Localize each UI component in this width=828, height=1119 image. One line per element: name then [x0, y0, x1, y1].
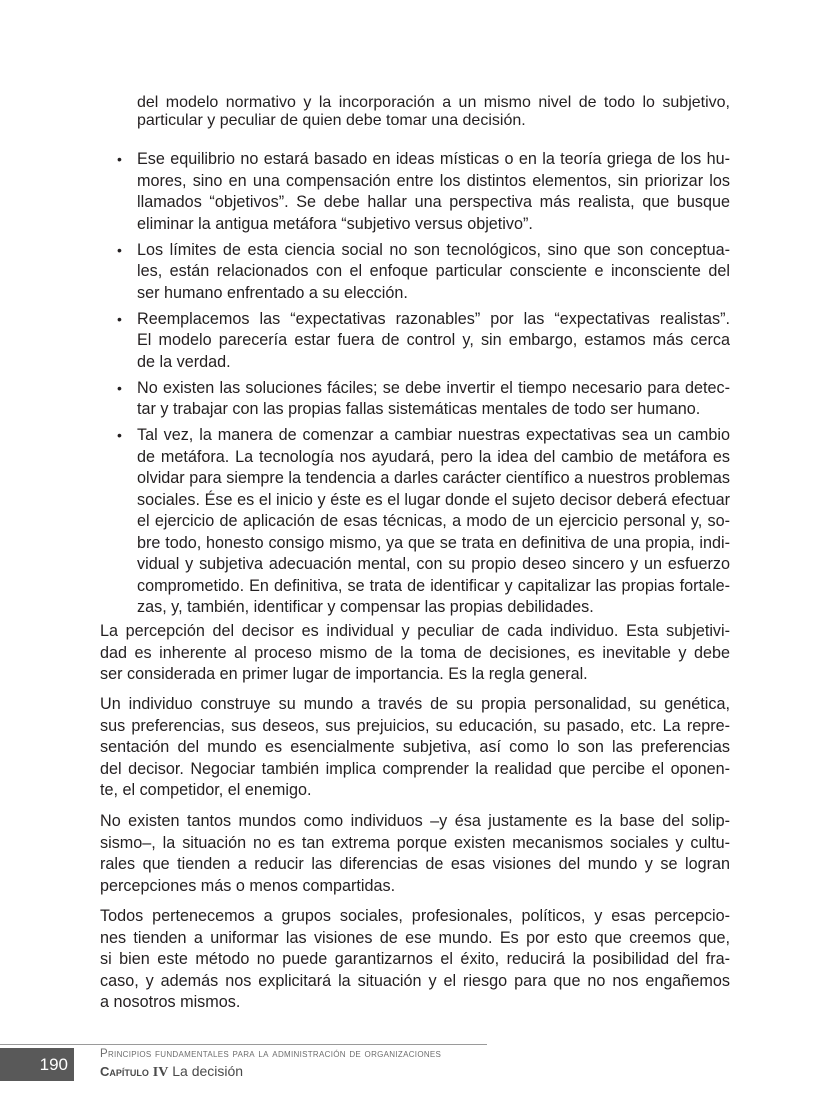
text-line: Todos pertenecemos a grupos sociales, profesionales, políticos, y esas percepcio-	[100, 907, 730, 925]
bullet-icon: •	[117, 241, 122, 258]
text-line: ser humano enfrentado a su elección.	[137, 283, 408, 302]
text-line: te, el competidor, el enemigo.	[100, 781, 312, 799]
text-line: si bien este método no puede garantizarnos el éxito, reducirá la posibilidad del fra-	[100, 950, 730, 968]
text-line: No existen tantos mundos como individuos –y ésa justamente es la base del solip-	[100, 812, 730, 830]
bullet-icon: •	[117, 151, 122, 167]
text-line: rales que tienden a reducir las diferencias de esas visiones del mundo y se logran	[100, 855, 730, 873]
text-line: Un individuo construye su mundo a través de su propia personalidad, su genética,	[100, 695, 730, 713]
text-line: Reemplacemos las “expectativas razonables” por las “expectativas realistas”.	[137, 309, 730, 328]
text-line: sus preferencias, sus deseos, sus prejuicios, su educación, su pasado, etc. La repre-	[100, 716, 730, 735]
bullet-item	[117, 378, 730, 421]
chapter-label: Capítulo	[100, 1064, 149, 1079]
text-line: sismo–, la situación no es tan extrema porque existen mecanismos sociales y cultu-	[100, 833, 730, 852]
text-line: de metáfora. La tecnología nos ayudará, pero la idea del cambio de metáfora es	[137, 447, 730, 466]
text-line: zas, y, también, identificar y compensar las propias debilidades.	[137, 598, 594, 616]
text-line: comprometido. En definitiva, se trata de identificar y capitalizar las propias fortale-	[137, 576, 730, 595]
bullet-item	[117, 149, 730, 235]
text-line: les, están relacionados con el enfoque particular consciente e inconsciente del	[137, 262, 730, 280]
text-line: vidual y subjetiva adecuación mental, con su propio deseo sincero y un esfuerzo	[137, 555, 730, 573]
bullet-icon: •	[117, 427, 122, 443]
running-head: Principios fundamentales para la administración de organizaciones	[100, 1048, 442, 1060]
text-line: bre todo, honesto consigo mismo, ya que se trata en definitiva de una propia, indi-	[137, 533, 730, 552]
text-line: nes tienden a uniformar las visiones de ese mundo. Es por esto que creemos que,	[100, 928, 730, 947]
footer-divider	[0, 1044, 487, 1045]
text-line: La percepción del decisor es individual y peculiar de cada individuo. Esta subjetivi-	[100, 622, 730, 640]
bullet-icon: •	[117, 379, 122, 396]
page-number: 190	[0, 1048, 74, 1081]
body-paragraph	[100, 621, 730, 686]
chapter-title: La decisión	[172, 1063, 244, 1079]
text-line: el ejercicio de aplicación de esas técnicas, a modo de un ejercicio personal y, so-	[137, 512, 730, 530]
text-line: dad es inherente al proceso mismo de la toma de decisiones, es inevitable y debe	[100, 643, 730, 662]
bullet-item	[117, 309, 730, 374]
text-line: caso, y además nos explicitará la situación y el riesgo para que no nos engañemos	[100, 971, 730, 990]
text-line: percepciones más o menos compartidas.	[100, 876, 396, 895]
text-line: El modelo parecería estar fuera de control y, sin embargo, estamos más cerca	[137, 331, 730, 349]
text-line: olvidar para siempre la tendencia a darles carácter científico a nuestros problemas	[137, 469, 730, 487]
text-line: a nosotros mismos.	[100, 993, 241, 1011]
text-line: Los límites de esta ciencia social no son tecnológicos, sino que son conceptua-	[137, 240, 730, 259]
text-line: ser considerada en primer lugar de importancia. Es la regla general.	[100, 665, 588, 683]
chapter-number: IV	[152, 1065, 169, 1080]
text-line: del decisor. Negociar también implica comprender la realidad que percibe el oponen-	[100, 759, 730, 778]
text-line: No existen las soluciones fáciles; se debe invertir el tiempo necesario para detec-	[137, 378, 730, 397]
text-line: llamados “objetivos”. Se debe hallar una perspectiva más realista, que busque	[137, 193, 730, 211]
text-line: tar y trabajar con las propias fallas sistemáticas mentales de todo ser humano.	[137, 400, 701, 418]
text-line: del modelo normativo y la incorporación a un mismo nivel de todo lo subjetivo,	[137, 94, 730, 111]
text-line: Ese equilibrio no estará basado en ideas místicas o en la teoría griega de los hu-	[137, 150, 730, 168]
body-paragraph	[100, 694, 730, 802]
text-line: de la verdad.	[137, 352, 231, 371]
bullet-icon: •	[117, 310, 122, 327]
bullet-list	[117, 149, 730, 623]
body-paragraph	[100, 811, 730, 897]
bullet-item	[117, 425, 730, 619]
chapter-line	[100, 1063, 243, 1081]
text-line: particular y peculiar de quien debe tomar una decisión.	[137, 112, 526, 129]
continued-bullet-text	[137, 94, 730, 130]
text-line: eliminar la antigua metáfora “subjetivo versus objetivo”.	[137, 214, 533, 233]
text-line: sentación del mundo es esencialmente subjetiva, así como lo son las preferencias	[100, 738, 730, 756]
text-line: mores, sino en una compensación entre los distintos elementos, sin priorizar los	[137, 171, 730, 190]
bullet-item	[117, 240, 730, 305]
text-line: sociales. Ése es el inicio y éste es el lugar donde el sujeto decisor deberá efectuar	[137, 490, 730, 509]
text-line: Tal vez, la manera de comenzar a cambiar nuestras expectativas sea un cambio	[137, 426, 730, 444]
body-paragraph	[100, 906, 730, 1014]
